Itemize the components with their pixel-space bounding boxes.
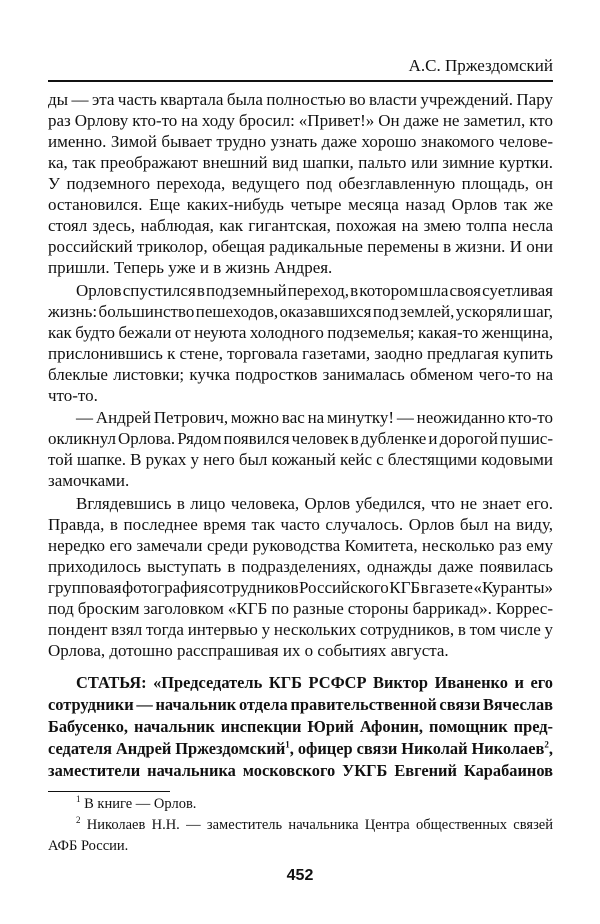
page-number: 452 [286, 867, 314, 884]
text-line: блеклые листовки; кучка подростков занималась обменом чего-то на [48, 365, 553, 384]
text-line: — Андрей Петрович, можно вас на минутку! — неожиданно кто-то [76, 408, 553, 427]
text-line: Вглядевшись в лицо человека, Орлов убедился, что не знает его. [76, 494, 553, 513]
footnote-mark: 1 [76, 794, 81, 805]
text-line: замочками. [48, 471, 130, 490]
text-line: ды — эта часть квартала была полностью во власти учреждений. Пару [48, 90, 553, 109]
header-rule [48, 80, 553, 82]
text-line: жизнь: большинство пешеходов, оказавшихся под землей, ускоряли шаг, [48, 302, 553, 321]
footnote-rule [48, 791, 170, 792]
article-text: , [548, 739, 553, 758]
text-line: ка, так преображают внешний вид шапки, пальто или зимние куртки. [48, 153, 553, 172]
footnote-ref: 1 [285, 739, 290, 750]
article-line: СТАТЬЯ: «Председатель КГБ РСФСР Виктор Иваненко и его [76, 673, 553, 692]
article-line: заместители начальника московского УКГБ Евгений Карабаинов [48, 761, 553, 780]
article-line: сотрудники — начальник отдела правительственной связи Вячеслав [48, 695, 553, 714]
text-line: окликнул Орлова. Рядом появился человек в дубленке и дорогой пушис- [48, 429, 553, 448]
text-line: пондент взял тогда интервью у нескольких сотрудников, в том числе у [48, 620, 553, 639]
text-line: групповая фотография сотрудников Российского КГБ в газете «Куранты» [48, 578, 553, 597]
footnote-ref: 2 [544, 739, 549, 750]
footnote-2-cont: АФБ России. [48, 838, 129, 854]
text-line: пришли. Теперь уже и в жизнь Андрея. [48, 258, 333, 277]
text-line: Орлова, дотошно расспрашивая их о событиях августа. [48, 641, 449, 660]
footnote-2 [48, 816, 553, 834]
text-line: остановился. Еще каких-нибудь четыре месяца назад Орлов так же [48, 195, 553, 214]
article-text: , офицер связи Николай Николаев [289, 739, 545, 758]
footnote-text: В книге — Орлов. [80, 796, 197, 812]
text-line: прислонившись к стене, торговала газетами, заодно предлагая купить [48, 344, 553, 363]
footnote-mark: 2 [76, 815, 81, 826]
text-line: Правда, в последнее время так часто случалось. Орлов был на виду, [48, 515, 553, 534]
article-line [48, 739, 553, 759]
text-line: что-то. [48, 386, 98, 405]
footnote-text: Николаев Н.Н. — заместитель начальника Центра общественных связей [80, 817, 553, 833]
text-line: раз Орлову кто-то на ходу бросил: «Привет!» Он даже не заметил, кто [48, 111, 553, 130]
text-line: Орлов спустился в подземный переход, в котором шла своя суетливая [76, 281, 553, 300]
text-line: У подземного перехода, ведущего под обезглавленную площадь, он [48, 174, 553, 193]
text-line: стоял здесь, наблюдая, как гигантская, похожая на змею толпа несла [48, 216, 553, 235]
article-text: седателя Андрей Пржездомский [48, 739, 286, 758]
text-line: под броским заголовком «КГБ по разные стороны баррикад». Коррес- [48, 599, 553, 618]
footnote-1 [48, 795, 553, 813]
text-line: именно. Зимой бывает трудно узнать даже хорошо знакомого челове- [48, 132, 553, 151]
text-line: как будто бежали от неуюта холодного подземелья; какая-то женщина, [48, 323, 553, 342]
article-line: Бабусенко, начальник инспекции Юрий Афонин, помощник пред- [48, 717, 553, 736]
text-line: российский триколор, обещая радикальные перемены в жизни. И они [48, 237, 553, 256]
text-line: приходилось выступать в подразделениях, однажды даже появилась [48, 557, 553, 576]
text-line: нередко его замечали среди руководства Комитета, несколько раз ему [48, 536, 553, 555]
running-header: А.С. Пржездомский [408, 56, 553, 75]
text-line: той шапке. В руках у него был кожаный кейс с блестящими кодовыми [48, 450, 553, 469]
